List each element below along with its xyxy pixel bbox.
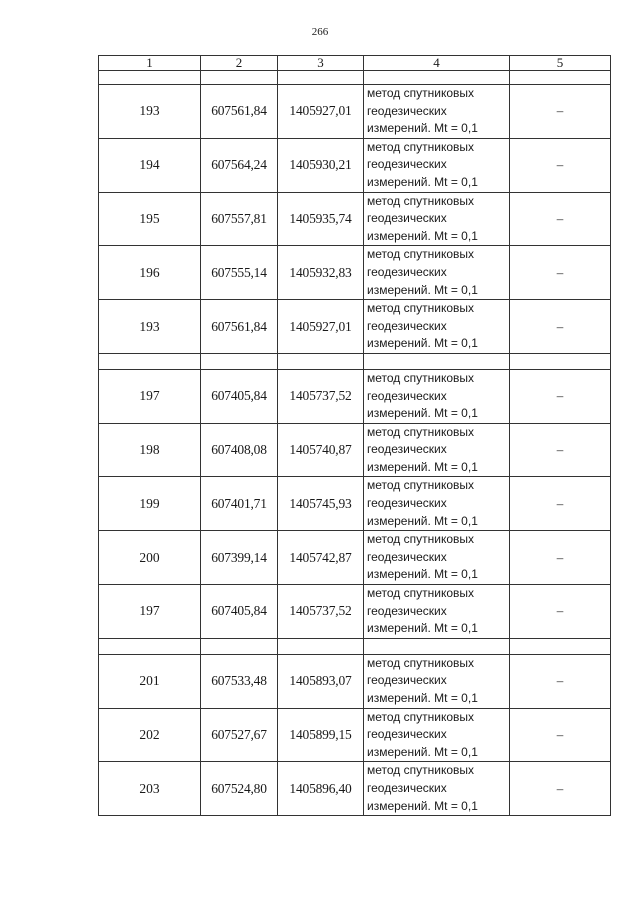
column-5-cell: – <box>510 192 611 246</box>
x-coordinate-cell: 607405,84 <box>201 369 278 423</box>
x-coordinate-cell: 607527,67 <box>201 708 278 762</box>
method-description-line: измерений. Mt = 0,1 <box>367 798 478 813</box>
column-5-cell: – <box>510 423 611 477</box>
column-5-cell: – <box>510 585 611 639</box>
method-description-line: геодезических <box>367 496 447 511</box>
method-description-line: геодезических <box>367 549 447 564</box>
separator-cell <box>201 71 278 85</box>
separator-cell <box>201 638 278 654</box>
method-description-cell <box>364 192 510 246</box>
column-5-cell: – <box>510 246 611 300</box>
method-description-cell <box>364 423 510 477</box>
column-5-cell: – <box>510 762 611 816</box>
y-coordinate-cell: 1405893,07 <box>278 654 364 708</box>
y-coordinate-cell: 1405742,87 <box>278 531 364 585</box>
separator-cell <box>510 71 611 85</box>
method-description-line: геодезических <box>367 103 447 118</box>
separator-cell <box>510 353 611 369</box>
x-coordinate-cell: 607564,24 <box>201 138 278 192</box>
method-description-cell <box>364 246 510 300</box>
y-coordinate-cell: 1405927,01 <box>278 300 364 354</box>
table-row <box>99 85 611 139</box>
point-number-cell: 201 <box>99 654 201 708</box>
method-description-cell <box>364 300 510 354</box>
method-description-line: измерений. Mt = 0,1 <box>367 174 478 189</box>
col-header-3: 3 <box>278 56 364 71</box>
separator-cell <box>510 638 611 654</box>
x-coordinate-cell: 607561,84 <box>201 85 278 139</box>
col-header-5: 5 <box>510 56 611 71</box>
method-description-line: метод спутниковых <box>367 193 475 208</box>
method-description-line: измерений. Mt = 0,1 <box>367 336 478 351</box>
method-description-line: метод спутниковых <box>367 532 475 547</box>
method-description-cell <box>364 85 510 139</box>
column-5-cell: – <box>510 708 611 762</box>
separator-cell <box>99 353 201 369</box>
table-row <box>99 531 611 585</box>
column-5-cell: – <box>510 138 611 192</box>
table-body <box>99 71 611 816</box>
point-number-cell: 198 <box>99 423 201 477</box>
column-5-cell: – <box>510 654 611 708</box>
y-coordinate-cell: 1405896,40 <box>278 762 364 816</box>
column-5-cell: – <box>510 477 611 531</box>
method-description-cell <box>364 477 510 531</box>
method-description-line: измерений. Mt = 0,1 <box>367 406 478 421</box>
column-5-cell: – <box>510 85 611 139</box>
y-coordinate-cell: 1405745,93 <box>278 477 364 531</box>
page-number: 266 <box>311 26 329 38</box>
point-number-cell: 200 <box>99 531 201 585</box>
method-description-line: метод спутниковых <box>367 763 475 778</box>
x-coordinate-cell: 607405,84 <box>201 585 278 639</box>
point-number-cell: 195 <box>99 192 201 246</box>
method-description-line: метод спутниковых <box>367 655 475 670</box>
method-description-cell <box>364 762 510 816</box>
separator-cell <box>201 353 278 369</box>
point-number-cell: 197 <box>99 585 201 639</box>
method-description-line: измерений. Mt = 0,1 <box>367 121 478 136</box>
x-coordinate-cell: 607557,81 <box>201 192 278 246</box>
x-coordinate-cell: 607533,48 <box>201 654 278 708</box>
y-coordinate-cell: 1405930,21 <box>278 138 364 192</box>
method-description-cell <box>364 585 510 639</box>
header-row <box>99 56 611 71</box>
method-description-cell <box>364 654 510 708</box>
group-separator-row <box>99 71 611 85</box>
point-number-cell: 197 <box>99 369 201 423</box>
x-coordinate-cell: 607561,84 <box>201 300 278 354</box>
method-description-cell <box>364 369 510 423</box>
table-row <box>99 762 611 816</box>
y-coordinate-cell: 1405740,87 <box>278 423 364 477</box>
method-description-line: геодезических <box>367 318 447 333</box>
method-description-line: геодезических <box>367 673 447 688</box>
col-header-1: 1 <box>99 56 201 71</box>
method-description-line: измерений. Mt = 0,1 <box>367 228 478 243</box>
table-row <box>99 300 611 354</box>
separator-cell <box>364 638 510 654</box>
x-coordinate-cell: 607399,14 <box>201 531 278 585</box>
point-number-cell: 203 <box>99 762 201 816</box>
coordinates-table <box>98 55 611 816</box>
y-coordinate-cell: 1405899,15 <box>278 708 364 762</box>
method-description-line: метод спутниковых <box>367 370 475 385</box>
method-description-line: геодезических <box>367 388 447 403</box>
y-coordinate-cell: 1405932,83 <box>278 246 364 300</box>
table-row <box>99 585 611 639</box>
table-row <box>99 477 611 531</box>
separator-cell <box>364 71 510 85</box>
method-description-line: метод спутниковых <box>367 86 475 100</box>
column-5-cell: – <box>510 369 611 423</box>
method-description-line: метод спутниковых <box>367 139 475 154</box>
method-description-line: метод спутниковых <box>367 301 475 316</box>
separator-cell <box>278 638 364 654</box>
column-5-cell: – <box>510 300 611 354</box>
x-coordinate-cell: 607524,80 <box>201 762 278 816</box>
table-row <box>99 369 611 423</box>
method-description-cell <box>364 138 510 192</box>
method-description-line: измерений. Mt = 0,1 <box>367 282 478 297</box>
method-description-line: измерений. Mt = 0,1 <box>367 459 478 474</box>
method-description-cell <box>364 531 510 585</box>
method-description-line: метод спутниковых <box>367 586 475 601</box>
table-row <box>99 192 611 246</box>
point-number-cell: 202 <box>99 708 201 762</box>
table-row <box>99 654 611 708</box>
method-description-line: измерений. Mt = 0,1 <box>367 567 478 582</box>
table-row <box>99 708 611 762</box>
table-row <box>99 246 611 300</box>
separator-cell <box>364 353 510 369</box>
col-header-4: 4 <box>364 56 510 71</box>
x-coordinate-cell: 607408,08 <box>201 423 278 477</box>
separator-cell <box>278 353 364 369</box>
column-5-cell: – <box>510 531 611 585</box>
method-description-line: геодезических <box>367 264 447 279</box>
y-coordinate-cell: 1405927,01 <box>278 85 364 139</box>
y-coordinate-cell: 1405737,52 <box>278 369 364 423</box>
point-number-cell: 194 <box>99 138 201 192</box>
x-coordinate-cell: 607555,14 <box>201 246 278 300</box>
method-description-line: метод спутниковых <box>367 709 475 724</box>
method-description-line: измерений. Mt = 0,1 <box>367 691 478 705</box>
method-description-line: измерений. Mt = 0,1 <box>367 513 478 528</box>
point-number-cell: 199 <box>99 477 201 531</box>
method-description-line: геодезических <box>367 442 447 457</box>
method-description-line: измерений. Mt = 0,1 <box>367 621 478 636</box>
point-number-cell: 196 <box>99 246 201 300</box>
point-number-cell: 193 <box>99 300 201 354</box>
x-coordinate-cell: 607401,71 <box>201 477 278 531</box>
y-coordinate-cell: 1405935,74 <box>278 192 364 246</box>
point-number-cell: 193 <box>99 85 201 139</box>
table-row <box>99 423 611 477</box>
method-description-line: измерений. Mt = 0,1 <box>367 744 478 759</box>
y-coordinate-cell: 1405737,52 <box>278 585 364 639</box>
method-description-line: метод спутниковых <box>367 424 475 439</box>
group-separator-row <box>99 638 611 654</box>
separator-cell <box>99 71 201 85</box>
separator-cell <box>99 638 201 654</box>
method-description-line: геодезических <box>367 157 447 172</box>
method-description-line: геодезических <box>367 211 447 226</box>
method-description-line: метод спутниковых <box>367 247 475 262</box>
method-description-line: геодезических <box>367 603 447 618</box>
table-row <box>99 138 611 192</box>
method-description-line: метод спутниковых <box>367 478 475 493</box>
method-description-line: геодезических <box>367 780 447 795</box>
col-header-2: 2 <box>201 56 278 71</box>
method-description-line: геодезических <box>367 727 447 742</box>
method-description-cell <box>364 708 510 762</box>
group-separator-row <box>99 353 611 369</box>
separator-cell <box>278 71 364 85</box>
